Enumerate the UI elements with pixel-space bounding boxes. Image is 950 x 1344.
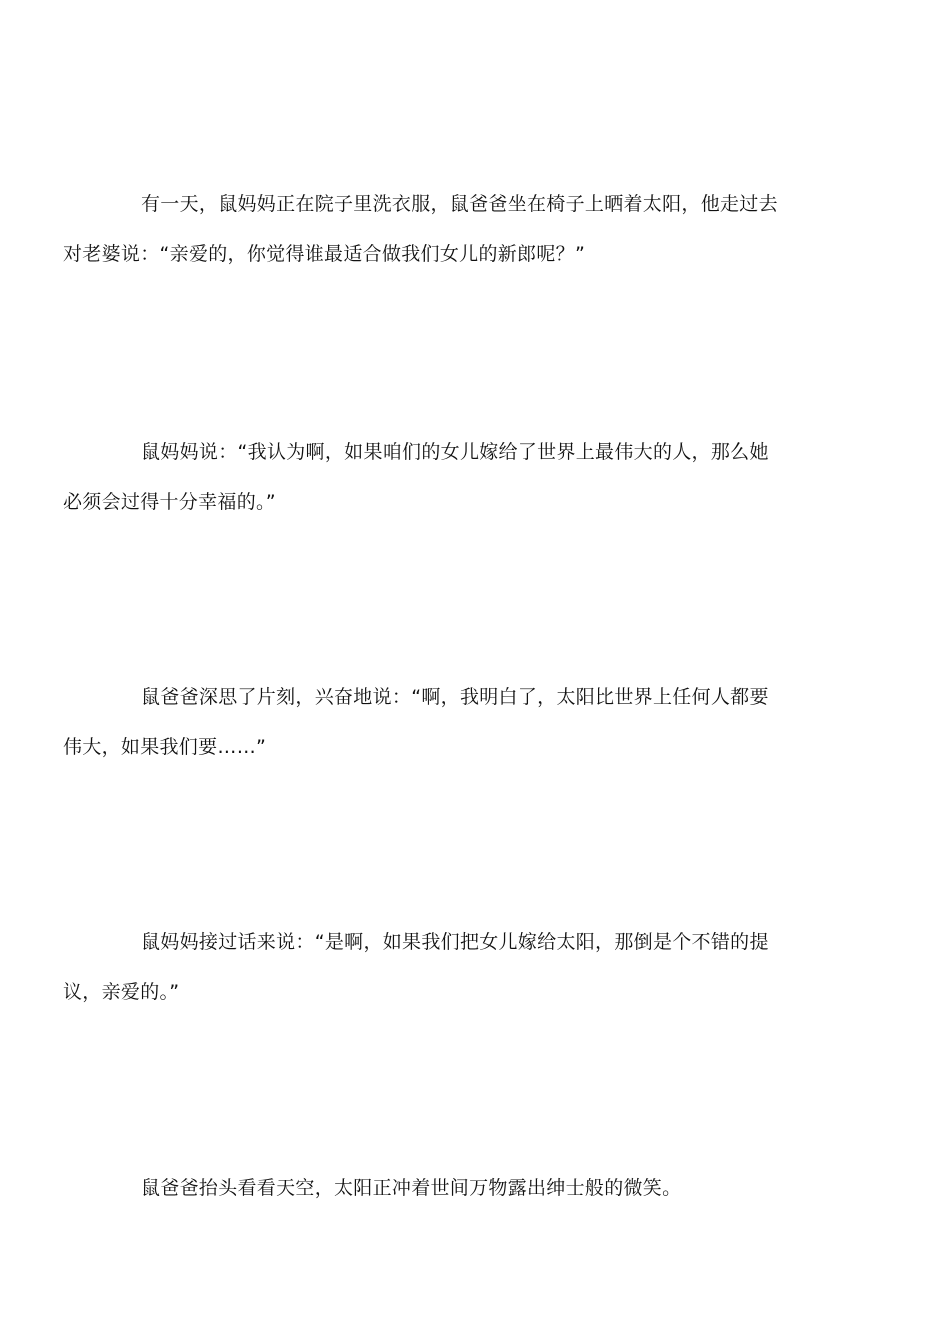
paragraph-line: 对老婆说：“亲爱的，你觉得谁最适合做我们女儿的新郎呢？” (63, 243, 586, 265)
paragraph-line: 鼠爸爸深思了片刻，兴奋地说：“啊，我明白了，太阳比世界上任何人都要 (141, 686, 769, 708)
paragraph-line: 鼠爸爸抬头看看天空，太阳正冲着世间万物露出绅士般的微笑。 (141, 1177, 682, 1199)
paragraph-line: 必须会过得十分幸福的。” (63, 491, 276, 513)
paragraph-line: 议，亲爱的。” (63, 981, 180, 1003)
paragraph-3 (63, 672, 815, 772)
paragraph-line: 有一天，鼠妈妈正在院子里洗衣服，鼠爸爸坐在椅子上晒着太阳，他走过去 (141, 193, 778, 215)
paragraph-line: 鼠妈妈接过话来说：“是啊，如果我们把女儿嫁给太阳，那倒是个不错的提 (141, 931, 769, 953)
paragraph-line: 伟大，如果我们要……” (63, 736, 267, 758)
paragraph-4 (63, 917, 815, 1017)
paragraph-1 (63, 179, 815, 279)
paragraph-line: 鼠妈妈说：“我认为啊，如果咱们的女儿嫁给了世界上最伟大的人，那么她 (141, 441, 769, 463)
paragraph-5 (63, 1163, 815, 1213)
paragraph-2 (63, 427, 815, 527)
